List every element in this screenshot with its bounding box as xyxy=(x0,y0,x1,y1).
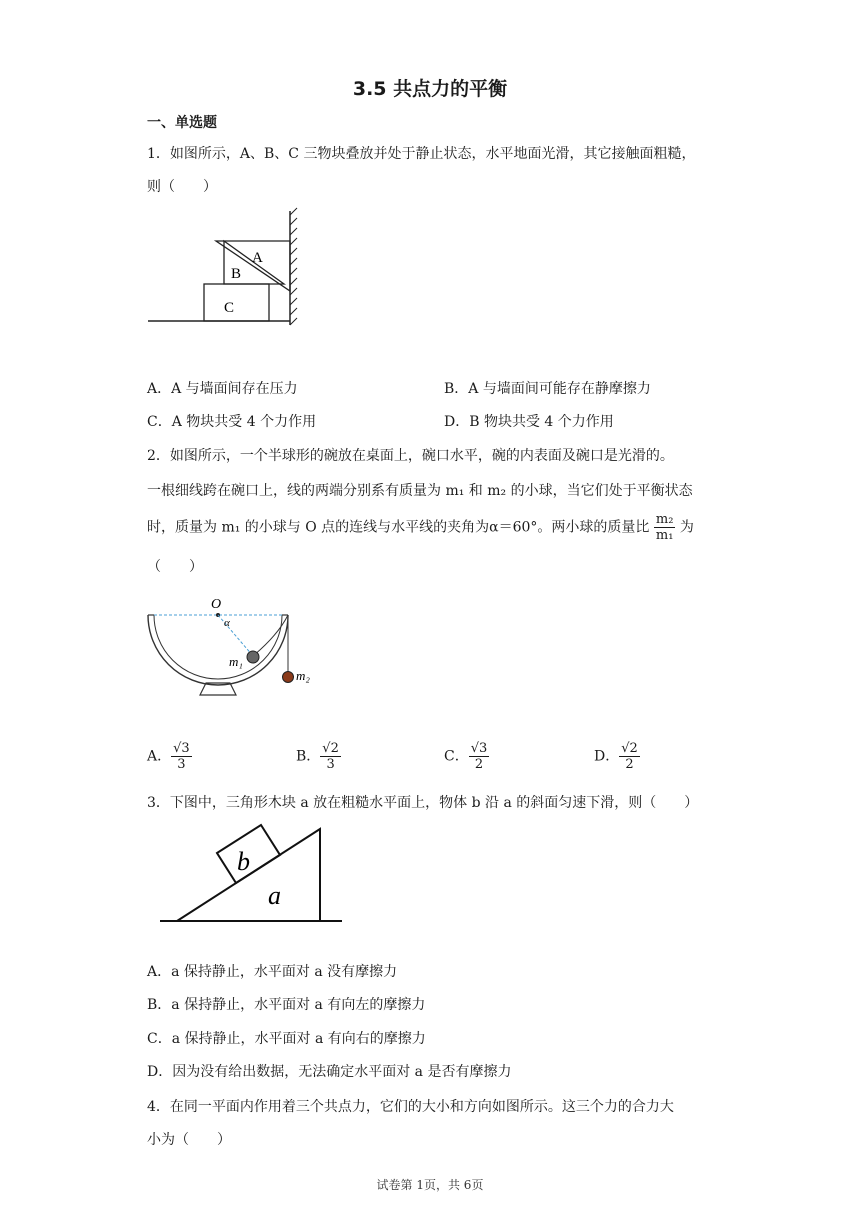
q2-stem-line1: 2．如图所示，一个半球形的碗放在桌面上，碗口水平，碗的内表面及碗口是光滑的。 xyxy=(147,448,674,464)
label-block-b: b xyxy=(237,847,250,876)
q2-figure xyxy=(140,595,330,705)
q1-stem-line2: 则（ ） xyxy=(147,179,217,195)
q2-option-c[interactable] xyxy=(444,741,489,772)
q4-stem-line1: 4．在同一平面内作用着三个共点力，它们的大小和方向如图所示。这三个力的合力大 xyxy=(147,1099,674,1115)
q2-option-b-den: 3 xyxy=(326,757,335,772)
q2-option-d-fraction: $\frac{√2}{2}$ xyxy=(621,741,638,772)
q2-option-d-num: 2 xyxy=(629,741,638,756)
q2-stem-line2: 一根细线跨在碗口上，线的两端分别系有质量为 m₁ 和 m₂ 的小球，当它们处于平衡状态 xyxy=(147,483,693,499)
q2-option-b-fraction: $\frac{√2}{3}$ xyxy=(322,741,339,772)
label-a: A xyxy=(252,250,263,266)
q2-stem-line3-end: 为 xyxy=(679,519,694,536)
q1-option-c[interactable]: C．A 物块共受 4 个力作用 xyxy=(147,414,317,430)
q2-option-b[interactable] xyxy=(296,741,341,772)
label-m2: m₂ xyxy=(296,668,310,683)
q1-option-d[interactable]: D．B 物块共受 4 个力作用 xyxy=(444,414,614,430)
q2-option-d-label: D． xyxy=(594,748,620,765)
q2-option-c-num: 3 xyxy=(479,741,488,756)
mass-ratio-numerator: m₂ xyxy=(655,512,674,527)
q3-stem-line1: 3．下图中，三角形木块 a 放在粗糙水平面上，物体 b 沿 a 的斜面匀速下滑，则（ ） xyxy=(147,795,699,811)
label-alpha: α xyxy=(224,617,230,629)
label-b: B xyxy=(231,266,242,282)
q2-stem-line3 xyxy=(147,512,694,543)
q2-stem-line4: （ ） xyxy=(147,559,203,575)
block-c xyxy=(204,284,269,321)
q4-stem-line2: 小为（ ） xyxy=(147,1132,231,1148)
q2-option-c-label: C． xyxy=(444,748,469,765)
q2-option-d-den: 2 xyxy=(625,757,634,772)
page-title: 3.5 共点力的平衡 xyxy=(352,78,508,100)
section-heading: 一、单选题 xyxy=(147,115,217,131)
q3-option-b[interactable]: B．a 保持静止，水平面对 a 有向左的摩擦力 xyxy=(147,997,426,1013)
label-wedge-a: a xyxy=(268,881,281,910)
q2-option-c-den: 2 xyxy=(474,757,484,772)
page-footer: 试卷第 1页，共 6页 xyxy=(376,1178,484,1192)
q3-option-a[interactable]: A．a 保持静止，水平面对 a 没有摩擦力 xyxy=(147,964,398,980)
q3-option-c[interactable]: C．a 保持静止，水平面对 a 有向右的摩擦力 xyxy=(147,1031,426,1047)
q1-option-b[interactable]: B．A 与墙面间可能存在静摩擦力 xyxy=(444,381,651,397)
ball-m2 xyxy=(283,672,294,683)
mass-ratio-denominator: m₁ xyxy=(655,528,674,543)
label-c: C xyxy=(224,300,235,316)
label-o: O xyxy=(211,597,222,612)
q2-option-a-fraction: $\frac{√3}{3}$ xyxy=(173,741,190,772)
q3-option-d[interactable]: D．因为没有给出数据，无法确定水平面对 a 是否有摩擦力 xyxy=(147,1064,512,1080)
q3-figure xyxy=(155,822,345,927)
mass-ratio-fraction xyxy=(654,512,676,543)
q1-figure xyxy=(140,205,310,330)
ball-m1 xyxy=(247,651,259,663)
q2-option-d[interactable] xyxy=(594,741,640,772)
q2-option-a-num: 3 xyxy=(181,741,190,756)
q1-option-a[interactable]: A．A 与墙面间存在压力 xyxy=(147,381,298,397)
q2-option-a[interactable] xyxy=(147,741,192,772)
q2-option-a-den: 3 xyxy=(177,757,186,772)
q2-stem-line3-text: 时，质量为 m₁ 的小球与 O 点的连线与水平线的夹角为α＝60°。两小球的质量比 xyxy=(147,519,650,536)
q2-option-b-label: B． xyxy=(296,748,321,765)
q1-stem-line1: 1．如图所示，A、B、C 三物块叠放并处于静止状态，水平地面光滑，其它接触面粗糙， xyxy=(147,146,696,162)
q2-option-b-num: 2 xyxy=(330,741,339,756)
q2-option-c-fraction: $\frac{√3}{2}$ xyxy=(470,741,488,772)
q2-option-a-label: A． xyxy=(147,748,172,765)
label-m1: m₁ xyxy=(229,654,243,669)
